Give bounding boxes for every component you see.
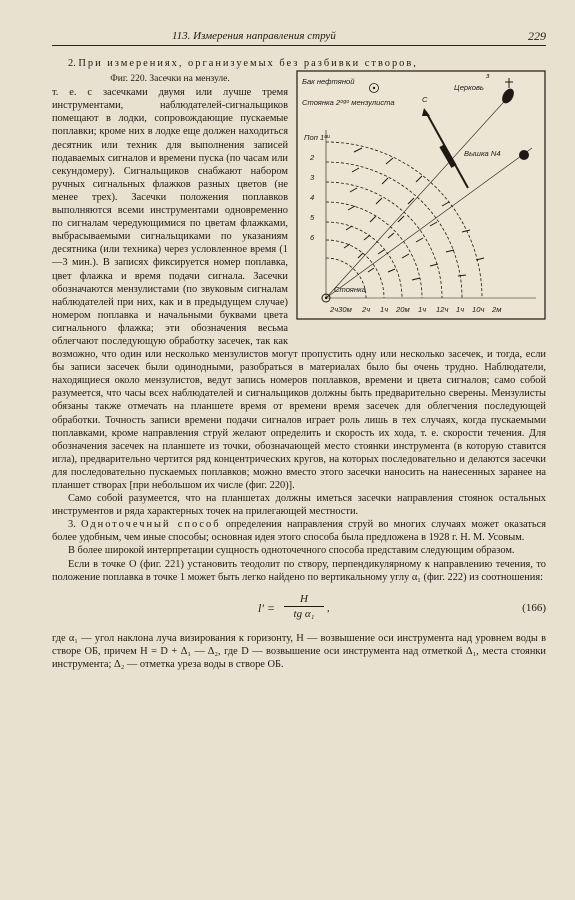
svg-text:1ч: 1ч: [380, 305, 389, 315]
label-float-3: 3: [310, 173, 315, 183]
formula-tail: ,: [327, 602, 330, 614]
paragraph-2-text: т. е. с засечками двумя или лучше тремя инструментами, наблюдателей-сигнальщиков помещают в лодки, сопровождающие пускаемые поплавки; кроме них в лодке еще должен находиться десятник или техник для выполнения записей подаваемых сигналов и времени пуска (по часам или секундомеру). Сигнальщиков снабжают набором ручных сигнальных флажков разных цветов (не менее трех). Засечки положения поплавков выполняются всеми инструментами одновременно по сигналам чередующимися по цветам флажками, выбрасываемыми сигнальщиками по указаниям десятника (или техника) через условленное время (1—3 мин.). В записях фиксируется номер поплавка, цвет флажка и время подачи сигнала. Засечки обозначаются мензулистами (по звуковым сигналам наблюдателей при них, как и в предыдущем случае) номером поплавка и начальными буквами цвета сигнального флажка; эти обозначения весьма облегчают последующую обработку засечек, так как возможно, что один или несколько мензулистов могут пропустить одну или несколько засечек, и тогда, если бы записи засечек были одинодными, разобраться в материалах было бы очень трудно. Наблюдатели, находящиеся около мензулистов, ведут запись номеров поплавков, времени и цвета сигналов; само собой разумеется, что часы всех наблюдателей и сигнальщиков должны быть предварительно сверены. Мензулисты обязаны также отмечать на планшете время от времени время засечек для облегчения последующей обработки. Точность записи времени подачи сигналов играет роль лишь в тех случаях, когда пускаемыми поплавками, кроме направления струй желают определить и скорость их хода, т. е. скорости течения. Для обозначения засечек на планшете из точки, обозначающей место стоянки инструмента (в которую ставится игла), предварительно чертится ряд концентрических кругов, на которых последовательно и делаются засечки для последовательно пускаемых поплавков; можно вместо этого засечки наносить на нанесенных заранее на планшет створах [при небольшом их числе (фиг. 220)].: [52, 87, 546, 491]
svg-text:1ч: 1ч: [456, 305, 465, 315]
tower-marker: [519, 150, 529, 160]
svg-text:2ч30м: 2ч30м: [330, 305, 352, 315]
equation-number: (166): [522, 601, 546, 614]
paragraph-5: Если в точке O (фиг. 221) установить теодолит по створу, перпендикулярному к направлению течения, то положение поплавка в точке 1 может быть легко найдено по вертикальному углу α₁ (фиг. 222) из соотношения:: [52, 558, 546, 583]
figure-220: [296, 70, 546, 336]
svg-text:1ч: 1ч: [418, 305, 427, 315]
label-buoy: Бак нефтяной: [302, 77, 355, 87]
label-float-6: 6: [310, 233, 315, 243]
paragraph-lead: 2.: [68, 58, 79, 69]
paragraph-4: В более широкой интерпретации сущность одноточечного способа представим следующим образом.: [68, 545, 515, 557]
label-church: Церковь: [454, 83, 484, 93]
formula-denominator: tg α₁: [293, 607, 315, 620]
page-number: 229: [528, 29, 546, 43]
svg-text:12ч: 12ч: [436, 305, 449, 315]
formula-fraction: [284, 592, 324, 621]
formula-166: [52, 592, 546, 626]
label-float-4: 4: [310, 193, 315, 203]
formula-lhs: l' =: [258, 600, 275, 615]
label-tower: Вышка N4: [464, 149, 501, 159]
label-float-2: 2: [310, 153, 315, 163]
label-float-5: 5: [310, 213, 315, 223]
figure-caption: Фиг. 220. Засечки на мензуле.: [110, 74, 230, 85]
paragraph-continuation: Само собой разумеется, что на планшетах должны иметься засечки направления стоянок остальных инструментов и ряда характерных точек на прилегающей местности.: [52, 493, 546, 518]
svg-text:2ч: 2ч: [362, 305, 371, 315]
label-station: Стоянка 2ᵒᵍᵒ мензулиста: [302, 98, 395, 108]
svg-text:10ч: 10ч: [472, 305, 485, 315]
running-header: [52, 29, 546, 46]
formula-numerator: H: [284, 592, 324, 607]
spaced-heading: При измерениях, организуемых без разбивки створов,: [78, 58, 418, 69]
paragraph-6: где α₁ — угол наклона луча визирования к горизонту, H — возвышение оси инструмента над уровнем воды в створе OБ, причем H = D + Δ₁ — Δ₂, где D — возвышение оси инструмента над отметкой Δ₁, места стоянки инструмента; Δ₂ — отметка уреза воды в створе OБ.: [52, 632, 546, 670]
spaced-heading-3: Одноточечный способ: [81, 519, 221, 531]
label-c: С: [422, 95, 428, 105]
svg-text:2м: 2м: [492, 305, 502, 315]
svg-text:20м: 20м: [396, 305, 410, 315]
label-stand: Стоянка: [334, 285, 366, 295]
body-text: [52, 57, 546, 671]
running-title: 113. Измерения направления струй: [172, 30, 336, 42]
label-zeta: з: [486, 71, 490, 81]
plane-table-diagram: [296, 70, 546, 320]
label-float-1: Поп 1ᵘᵘ: [304, 133, 330, 143]
paragraph-3: 3. Одноточечный способ определения направления струй во многих случаях может оказаться более удобным, чем иные способы; основная идея этого способа была предложена в 1928 г. Н. М. Усовым.: [52, 519, 547, 544]
